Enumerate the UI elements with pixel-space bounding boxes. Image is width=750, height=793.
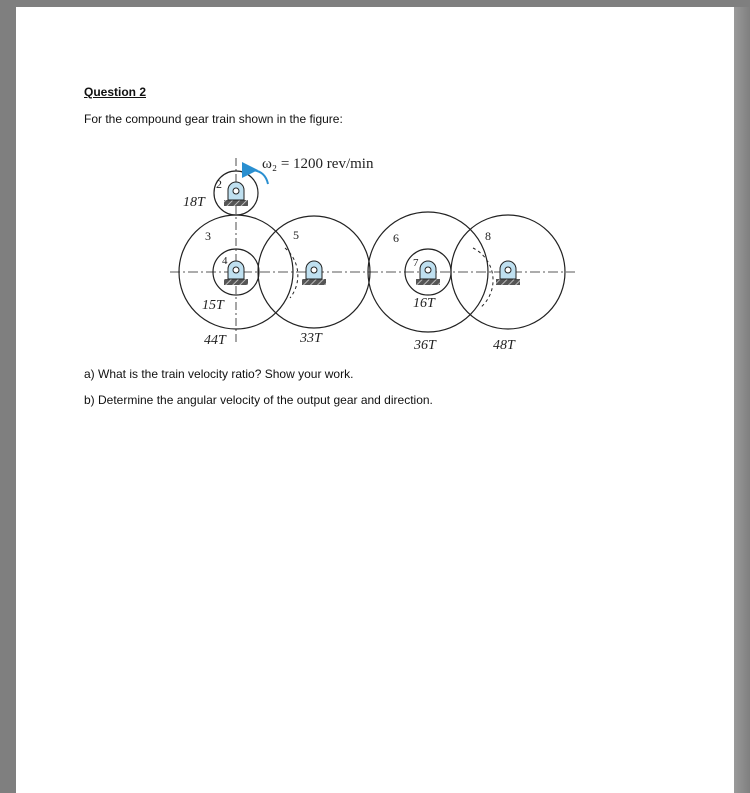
omega-label: ω₂ = 1200 rev/min — [262, 156, 374, 172]
tooth-label-36t: 36T — [414, 338, 436, 353]
gear-number-4: 4 — [222, 255, 228, 267]
question-part-b: b) Determine the angular velocity of the output gear and direction. — [84, 393, 433, 407]
gear-8-pitch-arc — [473, 248, 493, 308]
bearing-gear-3 — [224, 261, 248, 285]
rotation-arrow — [250, 170, 268, 184]
gear-number-7: 7 — [413, 257, 419, 269]
bearing-gear-5 — [302, 261, 326, 285]
bearing-gear-8 — [496, 261, 520, 285]
bearing-gear-6 — [416, 261, 440, 285]
bearing-gear-2 — [224, 182, 248, 206]
gear-number-2: 2 — [216, 177, 222, 191]
gear-number-6: 6 — [393, 231, 399, 245]
tooth-label-18t: 18T — [183, 195, 205, 210]
page-shadow — [734, 7, 750, 793]
question-intro: For the compound gear train shown in the figure: — [84, 112, 343, 126]
tooth-label-44t: 44T — [204, 333, 226, 348]
gear-5-pitch-arc — [285, 248, 298, 298]
gear-number-5: 5 — [293, 228, 299, 242]
tooth-label-15t: 15T — [202, 298, 224, 313]
gear-train-figure — [150, 148, 590, 358]
gear-number-8: 8 — [485, 229, 491, 243]
question-part-a: a) What is the train velocity ratio? Show your work. — [84, 367, 354, 381]
question-heading: Question 2 — [84, 85, 147, 99]
tooth-label-33t: 33T — [300, 331, 322, 346]
gear-number-3: 3 — [205, 229, 211, 243]
tooth-label-48t: 48T — [493, 338, 515, 353]
tooth-label-16t: 16T — [413, 296, 435, 311]
